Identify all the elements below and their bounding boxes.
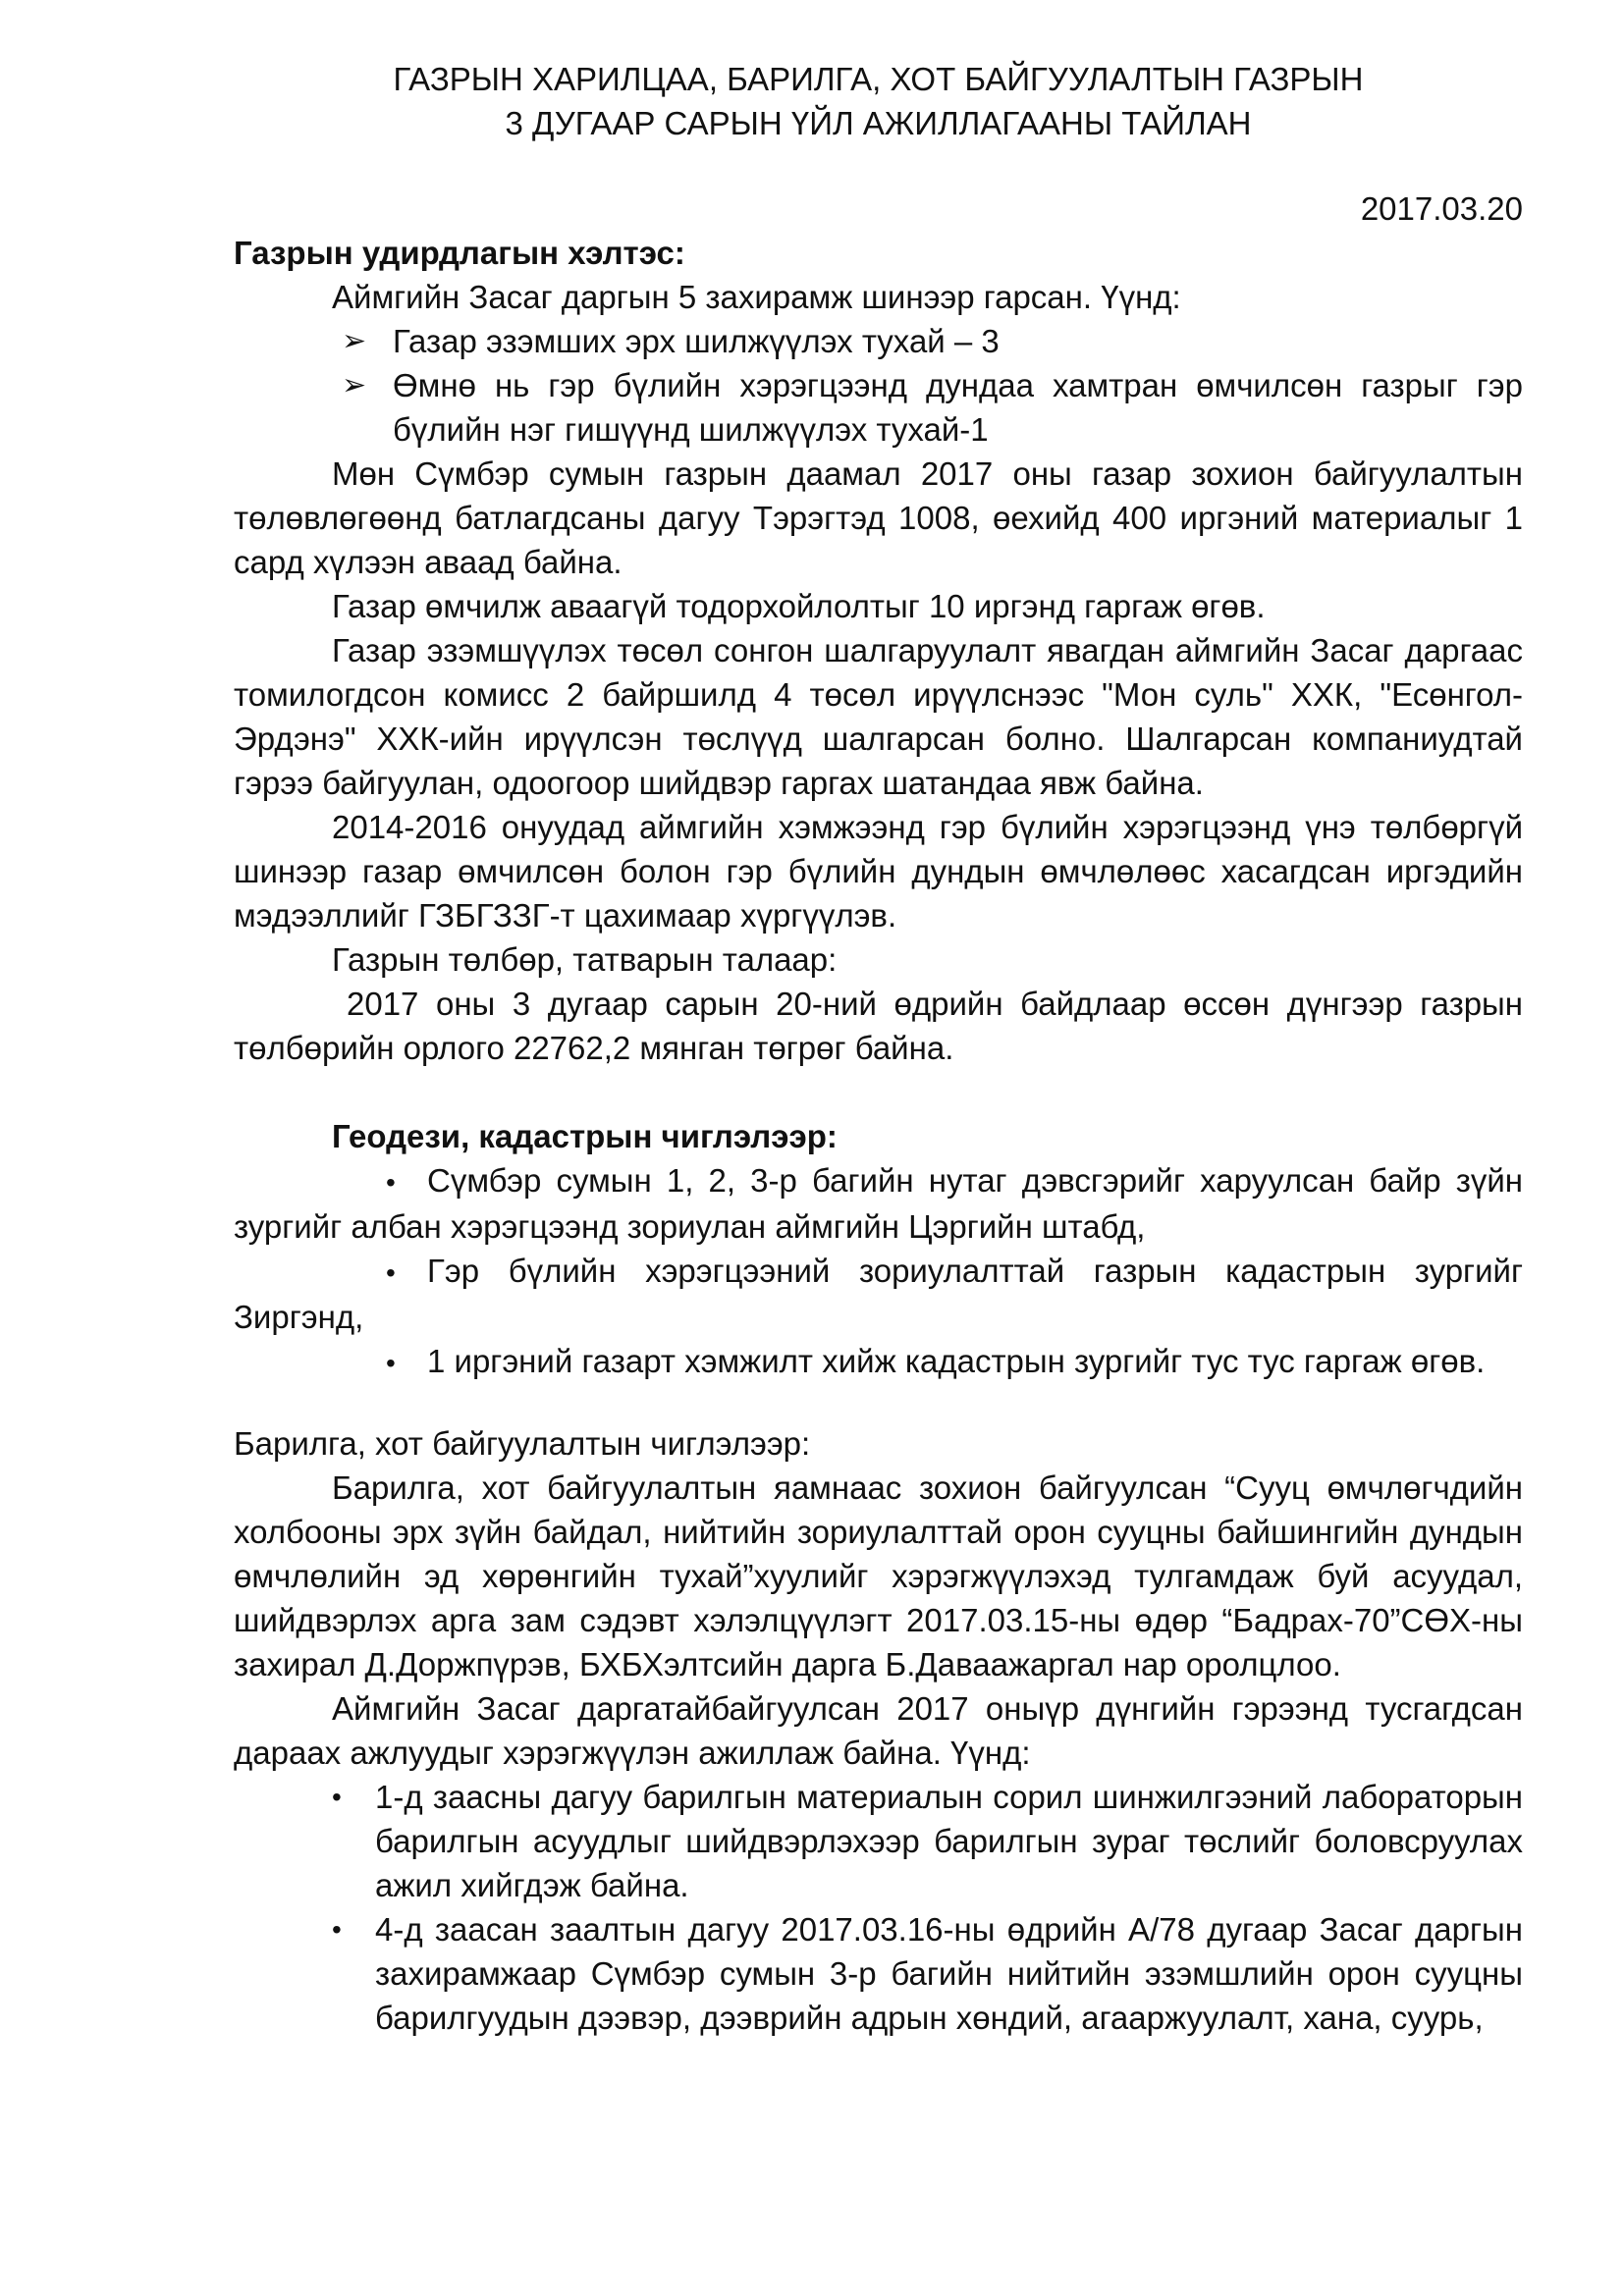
list-item [342,319,1523,363]
list-item [234,1249,1523,1339]
list-item [334,1775,1523,1907]
list-item [234,1339,1523,1385]
bullet-icon: • [386,1348,396,1378]
section-heading-land: Газрын удирдлагын хэлтэс: [234,235,685,271]
construction-bullet-list [234,1775,1523,2040]
paragraph: Газрын төлбөр, татварын талаар: [332,941,838,978]
list-item-text: 1-д заасны дагуу барилгын материалын сорил шинжилгээний лабораторын барилгын асуудлыг шийдвэрлэхээр барилгын зураг төслийг боловсруулах ажил хийгдэж байна. [375,1779,1523,1903]
list-item [342,363,1523,452]
paragraph: 2017 оны 3 дугаар сарын 20-ний өдрийн байдлаар өссөн дүнгээр газрын төлбөрийн орлого 22762,2 мянган төгрөг байна. [234,986,1523,1066]
land-bullet-list [234,319,1523,452]
bullet-icon: • [332,1914,342,1945]
section-heading-construction: Барилга, хот байгуулалтын чиглэлээр: [234,1425,811,1462]
report-date: 2017.03.20 [1360,190,1523,227]
section-heading-geodesy: Геодези, кадастрын чиглэлээр: [332,1118,838,1154]
title-line-1: ГАЗРЫН ХАРИЛЦАА, БАРИЛГА, ХОТ БАЙГУУЛАЛТЫН ГАЗРЫН [393,61,1364,97]
arrow-bullet-icon: ➢ [342,369,367,401]
list-item-text: Сүмбэр сумын 1, 2, 3-р багийн нутаг дэвсгэрийг харуулсан байр зүйн зургийг албан хэрэгцээнд зориулан аймгийн Цэргийн штабд, [234,1162,1523,1245]
list-item [234,1158,1523,1249]
list-item-text: Газар эзэмших эрх шилжүүлэх тухай – 3 [393,323,1000,359]
list-item-text: Өмнө нь гэр бүлийн хэрэгцээнд дундаа хамтран өмчилсөн газрыг гэр бүлийн нэг гишүүнд шилжүүлэх тухай-1 [393,367,1523,448]
bullet-icon: • [386,1257,396,1288]
list-item-text: 4-д заасан заалтын дагуу 2017.03.16-ны өдрийн А/78 дугаар Засаг даргын захирамжаар Сүмбэр сумын 3-р багийн нийтийн эзэмшлийн орон сууцны барилгуудын дээвэр, дээврийн адрын хөндий, агааржуулалт, хана, суурь, [375,1911,1523,2036]
list-item [334,1907,1523,2040]
land-intro: Аймгийн Засаг даргын 5 захирамж шинээр гарсан. Үүнд: [332,279,1181,315]
title-line-2: 3 ДУГААР САРЫН ҮЙЛ АЖИЛЛАГААНЫ ТАЙЛАН [505,105,1252,141]
list-item-text: Гэр бүлийн хэрэгцээний зориулалттай газрын кадастрын зургийг Зиргэнд, [234,1253,1523,1335]
paragraph: Газар эзэмшүүлэх төсөл сонгон шалгаруулалт явагдан аймгийн Засаг даргаас томилогдсон комисс 2 байршилд 4 төсөл ирүүлснээс "Мон суль" ХХК, "Есөнгол-Эрдэнэ" ХХК-ийн ирүүлсэн төслүүд шалгарсан болно. Шалгарсан компаниудтай гэрээ байгуулан, одоогоор шийдвэр гаргах шатандаа явж байна. [234,632,1523,801]
document-title [0,57,1624,145]
bullet-icon: • [386,1167,396,1198]
paragraph: Барилга, хот байгуулалтын яамнаас зохион байгуулсан “Сууц өмчлөгчдийн холбооны эрх зүйн байдал, нийтийн зориулалттай орон сууцны байшингийн дундын өмчлөлийн эд хөрөнгийн тухай”хуулийг хэрэгжүүлэхэд тулгамдаж буй асуудал, шийдвэрлэх арга зам сэдэвт хэлэлцүүлэгт 2017.03.15-ны өдөр “Бадрах-70”СӨХ-ны захирал Д.Доржпүрэв, БХБХэлтсийн дарга Б.Даваажаргал нар оролцлоо. [234,1469,1523,1682]
arrow-bullet-icon: ➢ [342,325,367,357]
bullet-icon: • [332,1782,342,1812]
paragraph: Аймгийн Засаг даргатайбайгуулсан 2017 оныүр дүнгийн гэрээнд тусгагдсан дараах ажлуудыг хэрэгжүүлэн ажиллаж байна. Үүнд: [234,1690,1523,1771]
paragraph: 2014-2016 онуудад аймгийн хэмжээнд гэр бүлийн хэрэгцээнд үнэ төлбөргүй шинээр газар өмчилсөн болон гэр бүлийн дундын өмчлөлөөс хасагдсан иргэдийн мэдээллийг ГЗБГЗЗГ-т цахимаар хүргүүлэв. [234,809,1523,934]
paragraph: Газар өмчилж аваагүй тодорхойлолтыг 10 иргэнд гаргаж өгөв. [332,588,1266,624]
list-item-text: 1 иргэний газарт хэмжилт хийж кадастрын зургийг тус тус гаргаж өгөв. [427,1343,1486,1379]
paragraph: Мөн Сүмбэр сумын газрын даамал 2017 оны газар зохион байгуулалтын төлөвлөгөөнд батлагдсаны дагуу Тэрэгтэд 1008, өехийд 400 иргэний материалыг 1 сард хүлээн аваад байна. [234,455,1523,580]
